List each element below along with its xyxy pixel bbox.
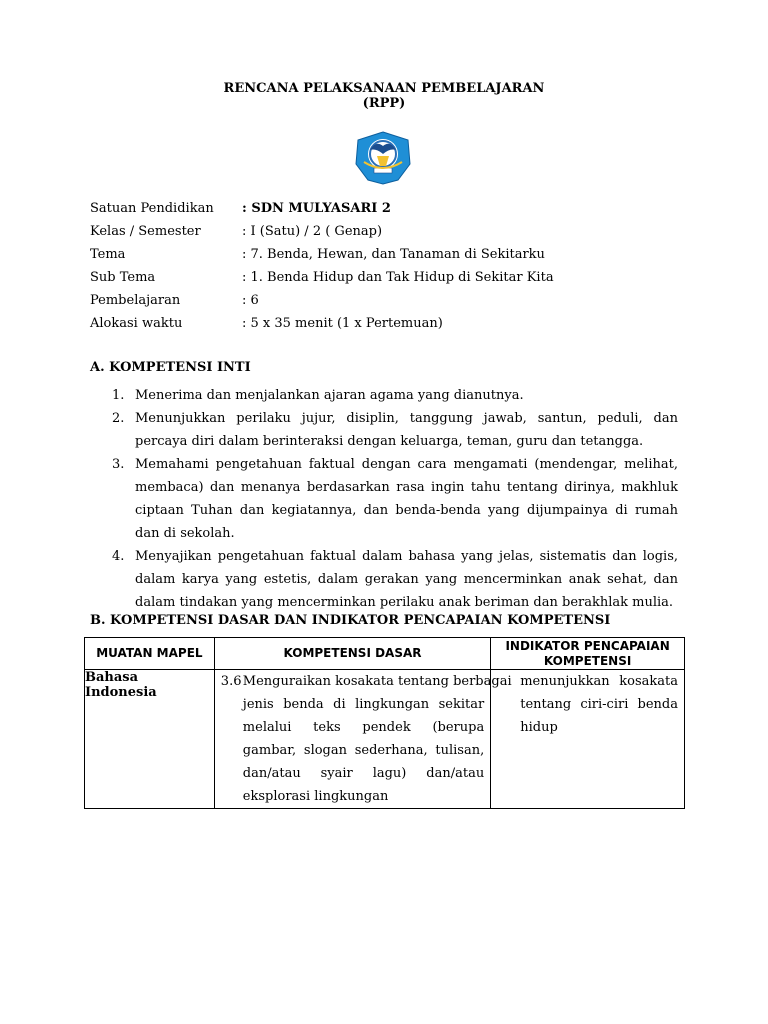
table-cell-kd xyxy=(214,670,512,809)
table-header-mapel: MUATAN MAPEL xyxy=(85,638,215,670)
list-item xyxy=(112,384,678,407)
table-row xyxy=(85,670,685,809)
info-label: Alokasi waktu xyxy=(90,316,183,331)
section-a-heading: A. KOMPETENSI INTI xyxy=(90,360,251,375)
document-subtitle: (RPP) xyxy=(362,96,406,111)
info-label: Satuan Pendidikan xyxy=(90,201,214,216)
table-cell-indikator xyxy=(491,670,685,809)
kd-first-line: Menguraikan kosakata tentang berbagai xyxy=(242,674,512,689)
info-label: Pembelajaran xyxy=(90,293,181,308)
section-b-heading: B. KOMPETENSI DASAR DAN INDIKATOR PENCAPAIAN KOMPETENSI xyxy=(90,613,611,628)
info-value: : 5 x 35 menit (1 x Pertemuan) xyxy=(242,316,443,331)
table-header-row xyxy=(85,638,685,670)
list-item xyxy=(112,453,678,545)
info-value: : 1. Benda Hidup dan Tak Hidup di Sekitar Kita xyxy=(242,270,554,285)
table-header-indikator: INDIKATOR PENCAPAIAN KOMPETENSI xyxy=(491,638,685,670)
info-value: : 6 xyxy=(242,293,259,308)
info-value: : I (Satu) / 2 ( Genap) xyxy=(242,224,383,239)
info-label: Sub Tema xyxy=(90,270,156,285)
list-item-text: Menunjukkan perilaku jujur, disiplin, tanggung jawab, santun, peduli, dan percaya diri dalam berinteraksi dengan keluarga, teman, guru dan tetangga. xyxy=(135,411,678,449)
info-value: : 7. Benda, Hewan, dan Tanaman di Sekitarku xyxy=(242,247,545,262)
tut-wuri-handayani-logo xyxy=(350,126,416,188)
list-item-number: 2. xyxy=(112,411,125,426)
kompetensi-inti-list xyxy=(112,384,678,614)
kompetensi-dasar-table xyxy=(84,637,685,809)
indicator-text: menunjukkan kosakata tentang ciri-ciri benda hidup xyxy=(520,674,678,735)
info-value: : SDN MULYASARI 2 xyxy=(242,201,391,216)
table-header-kd: KOMPETENSI DASAR xyxy=(214,638,490,670)
list-item-number: 1. xyxy=(112,388,125,403)
list-item-text: Menyajikan pengetahuan faktual dalam bahasa yang jelas, sistematis dan logis, dalam karya yang estetis, dalam gerakan yang mencerminkan anak sehat, dan dalam tindakan yang mencerminkan perilaku anak beriman dan berakhlak mulia. xyxy=(135,549,678,610)
list-item-text: Menerima dan menjalankan ajaran agama yang dianutnya. xyxy=(135,388,524,403)
table-cell-mapel: Bahasa Indonesia xyxy=(85,670,215,809)
list-item xyxy=(112,545,678,614)
info-label: Kelas / Semester xyxy=(90,224,201,239)
list-item-number: 3. xyxy=(112,457,125,472)
list-item-text: Memahami pengetahuan faktual dengan cara mengamati (mendengar, melihat, membaca) dan menanya berdasarkan rasa ingin tahu tentang dirinya, makhluk ciptaan Tuhan dan kegiatannya, dan benda-benda yang dijumpainya di rumah dan di sekolah. xyxy=(135,457,678,541)
kd-text: jenis benda di lingkungan sekitar melalui teks pendek (berupa gambar, slogan sederhana, tulisan, dan/atau syair lagu) dan/atau eksplorasi lingkungan xyxy=(242,697,485,804)
document-title: RENCANA PELAKSANAAN PEMBELAJARAN xyxy=(223,81,545,96)
info-label: Tema xyxy=(90,247,126,262)
list-item xyxy=(112,407,678,453)
list-item-number: 4. xyxy=(112,549,125,564)
kd-number: 3.6 xyxy=(220,674,242,689)
